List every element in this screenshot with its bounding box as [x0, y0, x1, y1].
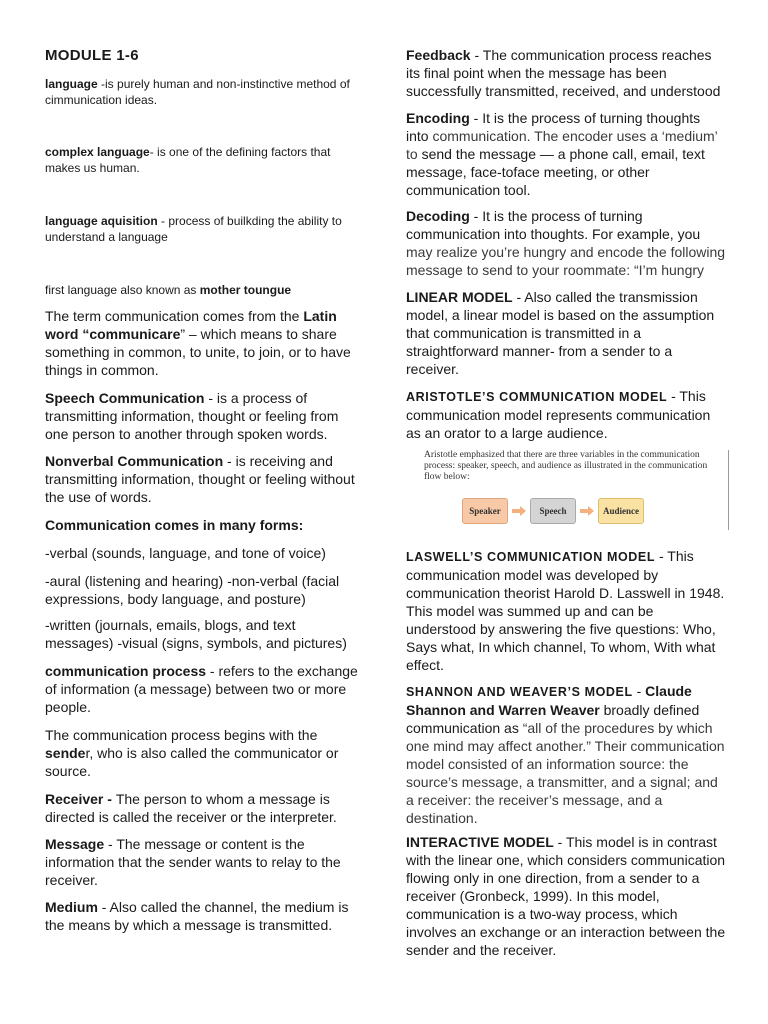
speaker-box: Speaker	[462, 498, 508, 524]
paragraph-text: r, who is also called the communicator or source.	[45, 745, 339, 779]
definition-text: broadly defined communication as	[406, 702, 700, 736]
definition-text: - Also called the transmission model, a linear model is based on the assumption that communication is transmitted in a straightforward manner- from a sender to a receiver.	[406, 289, 715, 377]
definition-text: - is a process of transmitting information, thought or feeling from one person to another through spoken words.	[45, 390, 339, 442]
definition-complex-language	[45, 144, 363, 176]
term: Speech Communication	[45, 390, 205, 406]
term: Message	[45, 836, 105, 852]
definition-text: - process of builkding the ability to understand a language	[45, 214, 342, 244]
definition-text: - It is the process of turning communication into thoughts. For example, you	[406, 208, 701, 242]
term: ARISTOTLE’S COMMUNICATION MODEL	[406, 390, 668, 404]
definition-text: communication. The encoder uses a ‘medium’ to	[406, 128, 718, 162]
definition-nonverbal-communication	[45, 452, 363, 506]
definition-message	[45, 835, 363, 889]
communication-flow	[462, 498, 644, 524]
aristotle-figure	[424, 450, 729, 530]
definition-decoding	[406, 207, 726, 279]
definition-text: -	[632, 683, 646, 699]
arrow-icon	[511, 506, 527, 516]
term: INTERACTIVE MODEL	[406, 834, 554, 850]
term: LASWELL’S COMMUNICATION MODEL	[406, 550, 656, 564]
forms-heading: Communication comes in many forms:	[45, 517, 304, 533]
definition-text: send the message — a phone call, email, text message, face-toface meeting, or other communication tool.	[406, 146, 705, 198]
term: sende	[45, 745, 86, 761]
term: Receiver -	[45, 791, 116, 807]
definition-text: The person to whom a message is directed is called the receiver or the interpreter.	[45, 791, 337, 825]
definition-text: - The communication process reaches its final point when the message has been successfully transmitted, received, and understood	[406, 47, 721, 99]
definition-language-acquisition	[45, 213, 363, 245]
term: SHANNON AND WEAVER’S MODEL	[406, 685, 633, 699]
speech-box: Speech	[530, 498, 576, 524]
paragraph-text: The communication process begins with the	[45, 727, 318, 743]
term: mother toungue	[199, 283, 292, 297]
definition-text: - is receiving and transmitting information, thought or feeling without the use of words.	[45, 453, 355, 505]
term: LINEAR MODEL	[406, 289, 513, 305]
definition-first-language	[45, 282, 363, 298]
definition-interactive-model	[406, 833, 726, 959]
form-item: -verbal (sounds, language, and tone of voice)	[45, 545, 326, 561]
definition-text: first language also known as	[45, 283, 200, 297]
term: language	[45, 77, 98, 91]
definition-text: may realize you’re hungry and encode the following message to send to your roommate: “I’m hungry	[406, 244, 726, 278]
form-item: -aural (listening and hearing) -non-verbal (facial expressions, body language, and posture)	[45, 573, 340, 607]
definition-shannon-weaver-model	[406, 682, 726, 827]
definition-communication-process	[45, 662, 363, 716]
definition-text: “all of the procedures by which one mind may affect another.” Their communication model consisted of an information source: the source’s message, a transmitter, and a signal; and a receiver: the receiver’s message, and a destination.	[406, 720, 725, 826]
definition-text: -is purely human and non-instinctive method of cimmunication ideas.	[45, 77, 350, 107]
paragraph-sender	[45, 726, 363, 780]
definition-text: - This communication model represents communication as an orator to a large audience.	[406, 388, 711, 441]
form-item: -written (journals, emails, blogs, and text messages) -visual (signs, symbols, and pictures)	[45, 617, 347, 651]
definition-text: - It is the process of turning thoughts into	[406, 110, 701, 144]
definition-text: - refers to the exchange of information (a message) between two or more people.	[45, 663, 358, 715]
definition-encoding	[406, 109, 726, 199]
definition-language	[45, 76, 363, 108]
term: Medium	[45, 899, 98, 915]
paragraph-text: The term communication comes from the	[45, 308, 304, 324]
paragraph-text: ” – which means to share something in common, to unite, to join, or to have things in common.	[45, 326, 351, 378]
term: Decoding	[406, 208, 470, 224]
page-title: MODULE 1-6	[45, 47, 139, 64]
audience-box: Audience	[598, 498, 644, 524]
paragraph-term-origin	[45, 307, 363, 379]
term: communication process	[45, 663, 207, 679]
definition-medium	[45, 898, 363, 934]
term: complex language	[45, 145, 150, 159]
definition-text: - is one of the defining factors that makes us human.	[45, 145, 331, 175]
definition-feedback	[406, 46, 726, 100]
term: language aquisition	[45, 214, 158, 228]
definition-text: - This model is in contrast with the linear one, which considers communication flowing only in one direction, from a sender to a receiver (Gronbeck, 1999). In this model, communication is a two-way process, which involves an exchange or an interaction between the sender and the receiver.	[406, 834, 726, 958]
definition-text: - This communication model was developed by communication theorist Harold D. Lasswell in 1948. This model was summed up and can be understood by answering the five questions: Who, Says what, In which channel, To whom, With what effect.	[406, 548, 725, 673]
term: Latin word “communicare	[45, 308, 337, 342]
definition-receiver	[45, 790, 363, 826]
term: Nonverbal Communication	[45, 453, 224, 469]
term: Feedback	[406, 47, 471, 63]
definition-speech-communication	[45, 389, 363, 443]
definition-text: - The message or content is the information that the sender wants to relay to the receiver.	[45, 836, 341, 888]
definition-laswell-model	[406, 547, 726, 674]
term: Encoding	[406, 110, 470, 126]
figure-caption: Aristotle emphasized that there are three variables in the communication process: speaker, speech, and audience as illustrated in the communication flow below:	[424, 450, 708, 482]
definition-aristotle-model	[406, 387, 726, 442]
arrow-icon	[579, 506, 595, 516]
definition-linear-model	[406, 288, 726, 378]
definition-text: - Also called the channel, the medium is the means by which a message is transmitted.	[45, 899, 349, 933]
term: Claude Shannon and Warren Weaver	[406, 683, 692, 718]
